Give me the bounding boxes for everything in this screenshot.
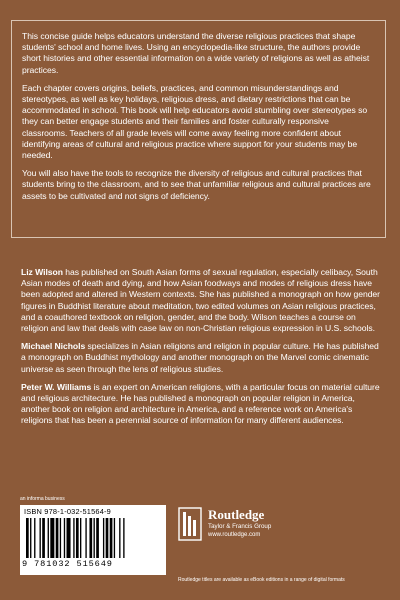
description-paragraph-3: You will also have the tools to recognize the diversity of religious and cultural practices that students bring to the classroom, and to see that unfamiliar religious and cultural practices are assets to be cultivated and not signs of deficiency. <box>22 168 371 201</box>
barcode-stripe <box>60 518 61 558</box>
author-bio <box>21 267 381 334</box>
publisher-website: www.routledge.com <box>208 532 261 538</box>
barcode-stripe <box>26 518 29 558</box>
barcode-stripe <box>56 518 59 558</box>
barcode-stripe <box>50 518 54 558</box>
barcode-stripe <box>80 518 81 558</box>
author-bio-text: is an expert on American religions, with a particular focus on material culture and religious architecture. He has published a monograph on popular religion in America, another book on religion and architecture in America, and a reference work on America's religions that has been a perennial source of information for many different audiences. <box>21 381 380 426</box>
barcode-stripe <box>119 518 120 558</box>
barcode-digits: 9 781032 515649 <box>22 559 113 569</box>
barcode-stripe <box>67 518 71 558</box>
publisher-group: Taylor & Francis Group <box>208 523 272 530</box>
barcode-stripe <box>85 518 86 558</box>
barcode-stripe <box>34 518 35 558</box>
author-name: Peter W. Williams <box>21 381 92 392</box>
author-bio-text: has published on South Asian forms of sexual regulation, especially celibacy, South Asian modes of death and dying, and how Asian foodways and modes of religious dress have been adopted and altered in Western contexts. She has published a monograph on how gender figures in Buddhist literature about meditation, two edited volumes on Asian religious practices, and a coauthored textbook on religion, gender, and the body. Wilson teaches a course on religion and law that deals with case law on non-Christian religious expression in U.S. schools. <box>21 267 380 334</box>
author-name: Liz Wilson <box>21 267 63 277</box>
description-box <box>11 20 386 238</box>
routledge-logo-icon <box>178 507 202 541</box>
barcode-stripe <box>123 518 124 558</box>
barcode-stripe <box>64 518 65 558</box>
author-name: Michael Nichols <box>21 341 86 352</box>
barcode-stripe <box>73 518 74 558</box>
barcode-stripe <box>103 518 104 558</box>
barcode-stripe <box>48 518 49 558</box>
ebook-note: Routledge titles are available as eBook editions in a range of digital formats <box>178 577 345 583</box>
barcode-stripe <box>94 518 95 558</box>
isbn-label: ISBN 978-1-032-51564-9 <box>24 507 111 516</box>
informa-business-label: an informa business <box>20 496 65 502</box>
publisher-name: Routledge <box>208 507 265 522</box>
barcode-stripe <box>89 518 92 558</box>
barcode-stripe <box>30 518 31 558</box>
barcode-stripe <box>110 518 113 558</box>
barcode-stripe <box>76 518 79 558</box>
barcode-bars <box>24 518 162 558</box>
barcode-stripe <box>106 518 109 558</box>
author-bios <box>21 267 381 434</box>
barcode-stripe <box>114 518 115 558</box>
author-bio <box>21 382 381 427</box>
author-bio-text: specializes in Asian religions and religion in popular culture. He has published a monograph on Buddhist mythology and another monograph on the Marvel comic cinematic universe as seen through the lens of religious studies. <box>21 341 379 374</box>
author-bio <box>21 341 381 375</box>
barcode-stripe <box>96 518 99 558</box>
publisher-block <box>178 507 378 557</box>
barcode-block <box>20 505 166 575</box>
barcode-stripe <box>40 518 41 558</box>
barcode-stripe <box>42 518 45 558</box>
description-paragraph-1: This concise guide helps educators understand the diverse religious practices that shape students' school and home lives. Using an encyclopedia-like structure, the authors provide short histories and other essential information on a wide variety of religions as well as atheist practices. <box>22 31 370 75</box>
description-paragraph-2: Each chapter covers origins, beliefs, practices, and common misunderstandings and stereotypes, as well as key holidays, religious dress, and dietary restrictions that can be accommodated in school. This book will help educators avoid stumbling over stereotypes so they can better engage students and their families and foster culturally responsive classrooms. Teachers of all grade levels will come away feeling more confident about identifying areas of cultural and religious practice where support for your students may be needed. <box>22 82 368 161</box>
